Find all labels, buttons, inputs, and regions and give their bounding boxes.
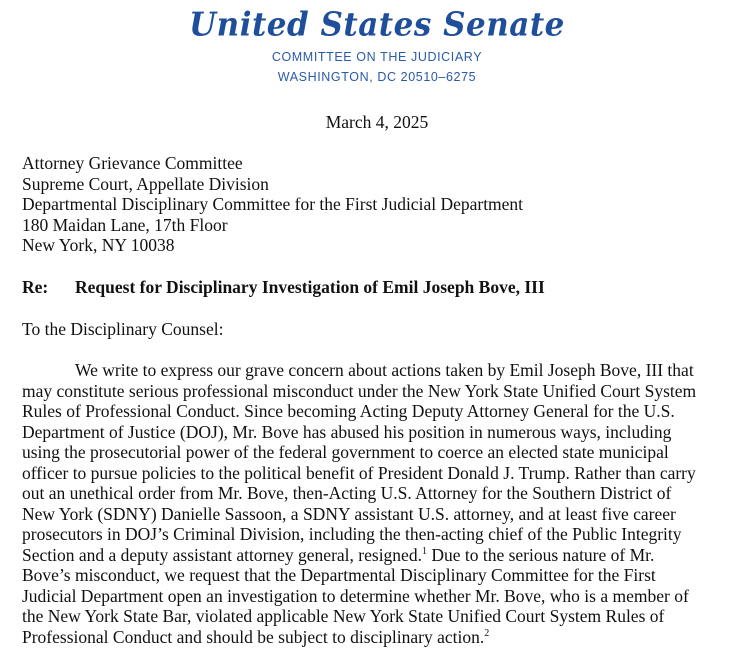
- recipient-line: Departmental Disciplinary Committee for the First Judicial Department: [22, 194, 524, 214]
- body-line: out an unethical order from Mr. Bove, then-Acting U.S. Attorney for the Southern District of: [22, 483, 672, 503]
- recipient-line: New York, NY 10038: [22, 235, 175, 255]
- subject-text: Request for Disciplinary Investigation of Emil Joseph Bove, III: [75, 277, 545, 297]
- body-line: prosecutors in DOJ’s Criminal Division, including the then-acting chief of the Public Integrity: [22, 524, 682, 544]
- body-line-with-footnote: [22, 627, 738, 648]
- body-line: Bove’s misconduct, we request that the Departmental Disciplinary Committee for the First: [22, 565, 656, 585]
- body-line-with-footnote: [22, 545, 738, 566]
- body-line-tail: Due to the serious nature of Mr.: [426, 544, 655, 565]
- body-line-text: Professional Conduct and should be subject to disciplinary action.: [22, 626, 485, 647]
- senate-title: United States Senate: [189, 6, 565, 44]
- committee-name: COMMITTEE ON THE JUDICIARY: [271, 50, 483, 64]
- recipient-line: Attorney Grievance Committee: [22, 153, 243, 173]
- footnote-ref-1[interactable]: 1: [421, 545, 427, 557]
- body-line: Department of Justice (DOJ), Mr. Bove has abused his position in numerous ways, including: [22, 421, 672, 442]
- body-line: New York (SDNY) Danielle Sassoon, a SDNY assistant U.S. attorney, and at least five career: [22, 503, 676, 524]
- subject-line: [22, 276, 545, 298]
- letter-body: [22, 360, 738, 647]
- footnote-ref-2[interactable]: 2: [484, 627, 490, 639]
- body-line: Rules of Professional Conduct. Since becoming Acting Deputy Attorney General for the U.S.: [22, 401, 675, 421]
- body-line: Judicial Department open an investigation to determine whether Mr. Bove, who is a member of: [22, 585, 689, 606]
- body-line: may constitute serious professional misconduct under the New York State Unified Court System: [22, 380, 697, 401]
- recipient-line: Supreme Court, Appellate Division: [22, 173, 269, 194]
- body-line: officer to pursue policies to the political benefit of President Donald J. Trump. Rather than carry: [22, 462, 696, 483]
- committee-address: WASHINGTON, DC 20510–6275: [277, 70, 477, 84]
- body-line: using the prosecutorial power of the federal government to coerce an elected state municipal: [22, 442, 669, 462]
- letter-date: March 4, 2025: [325, 112, 429, 132]
- body-line-text: Section and a deputy assistant attorney general, resigned.: [22, 544, 422, 565]
- body-line: We write to express our grave concern about actions taken by Emil Joseph Bove, III that: [75, 360, 694, 380]
- body-line: the New York State Bar, violated applicable New York State Unified Court System Rules of: [22, 606, 665, 626]
- subject-label: Re:: [22, 277, 49, 297]
- recipient-address: [22, 153, 523, 256]
- letterhead: [0, 6, 754, 87]
- salutation: To the Disciplinary Counsel:: [22, 319, 224, 339]
- recipient-line: 180 Maidan Lane, 17th Floor: [22, 214, 228, 235]
